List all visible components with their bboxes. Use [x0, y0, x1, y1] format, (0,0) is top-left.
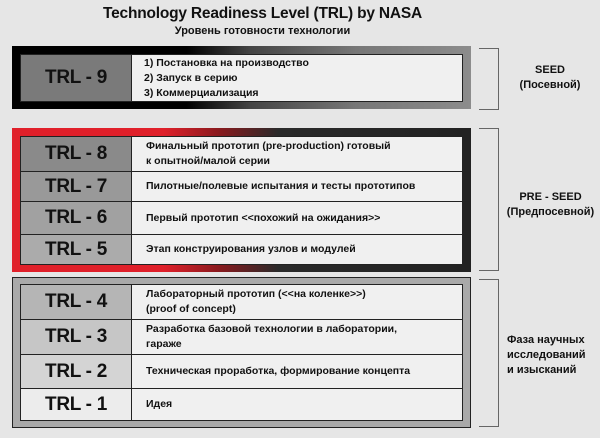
page-subtitle: Уровень готовности технологии	[174, 25, 351, 37]
trl-row-9	[21, 55, 462, 101]
description-line: Лабораторный прототип (<<на коленке>>)	[146, 288, 366, 300]
trl-description	[132, 235, 462, 264]
description-line: Первый прототип <<похожий на ожидания>>	[146, 211, 381, 224]
trl-row-8	[21, 137, 462, 172]
trl-row-6	[21, 202, 462, 235]
description-line: гараже	[146, 338, 182, 350]
trl-description	[132, 55, 462, 101]
trl-label: TRL - 4	[21, 285, 132, 319]
stage-label-seed	[510, 63, 590, 93]
stage-title: PRE - SEED	[519, 191, 582, 203]
description-line: Идея	[146, 398, 173, 410]
description-line: Финальный прототип (pre-production) готовый	[146, 140, 391, 152]
preseed-bracket	[479, 128, 499, 271]
stage-line: Фаза научных	[507, 334, 585, 346]
trl-description	[132, 285, 462, 319]
description-line: 2) Запуск в серию	[144, 71, 238, 84]
stage-line: и изысканий	[507, 364, 577, 376]
trl-label: TRL - 7	[21, 172, 132, 201]
trl-row-7	[21, 172, 462, 202]
trl-label: TRL - 9	[21, 55, 132, 101]
trl-row-3	[21, 320, 462, 355]
seed-group-body	[20, 54, 463, 102]
trl-label: TRL - 5	[21, 235, 132, 264]
page-title: Technology Readiness Level (TRL) by NASA	[103, 5, 422, 22]
trl-row-4	[21, 285, 462, 320]
trl-description	[132, 320, 462, 354]
description-line: Техническая проработка, формирование концепта	[146, 365, 411, 377]
description-line: (proof of concept)	[146, 303, 236, 315]
research-group	[12, 277, 471, 428]
trl-label: TRL - 1	[21, 389, 132, 420]
trl-row-1	[21, 389, 462, 420]
trl-description	[132, 389, 462, 420]
seed-bracket	[479, 48, 499, 110]
description-line: 3) Коммерциализация	[144, 86, 259, 99]
trl-description	[132, 137, 462, 171]
stage-line: исследований	[507, 349, 586, 361]
stage-subtitle: (Предпосевной)	[506, 206, 595, 218]
description-line: Разработка базовой технологии в лаборатории,	[146, 323, 398, 335]
trl-row-5	[21, 235, 462, 264]
trl-label: TRL - 8	[21, 137, 132, 171]
trl-row-2	[21, 355, 462, 389]
seed-group	[12, 46, 471, 109]
trl-label: TRL - 3	[21, 320, 132, 354]
stage-label-preseed	[503, 190, 598, 220]
trl-label: TRL - 6	[21, 202, 132, 234]
research-group-body	[20, 284, 463, 421]
description-line: Пилотные/полевые испытания и тесты прототипов	[146, 180, 416, 192]
trl-description	[132, 202, 462, 234]
stage-title: SEED	[535, 64, 565, 76]
trl-label: TRL - 2	[21, 355, 132, 388]
research-bracket	[479, 279, 499, 427]
stage-subtitle: (Посевной)	[519, 79, 581, 91]
description-line: 1) Постановка на производство	[144, 56, 309, 69]
trl-description	[132, 172, 462, 201]
description-line: Этап конструирования узлов и модулей	[146, 243, 356, 255]
trl-description	[132, 355, 462, 388]
stage-label-research	[507, 333, 599, 378]
preseed-group	[12, 128, 471, 272]
description-line: к опытной/малой серии	[146, 155, 270, 167]
preseed-group-body	[20, 136, 463, 265]
